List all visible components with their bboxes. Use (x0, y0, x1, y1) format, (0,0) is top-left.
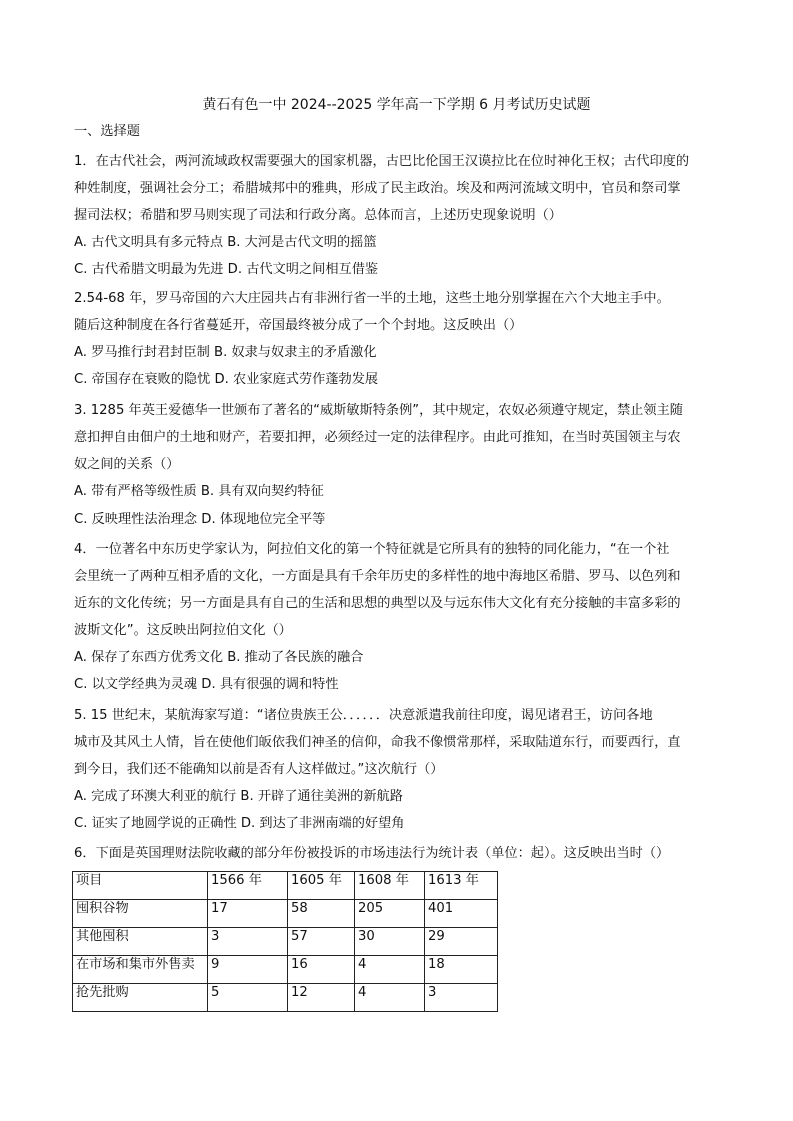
table-row (73, 900, 498, 928)
table-header-row (73, 872, 498, 900)
table-header-cell: 1608 年 (355, 872, 425, 900)
q1-options-cd: C. 古代希腊文明最为先进 D. 古代文明之间相互借鉴 (74, 262, 379, 277)
q6-line-1: 6．下面是英国理财法院收藏的部分年份被投诉的市场违法行为统计表（单位：起）。这反映出当时（） (74, 846, 670, 861)
table-cell: 57 (288, 928, 355, 956)
q5-line-2: 城市及其风土人情，旨在使他们皈依我们神圣的信仰，命我不像惯常那样，采取陆道东行，而要西行，直 (74, 735, 681, 750)
table-cell: 9 (208, 956, 288, 984)
q4-line-3: 近东的文化传统；另一方面是具有自己的生活和思想的典型以及与远东伟大文化有充分接触的丰富多彩的 (74, 596, 681, 611)
table-cell: 30 (355, 928, 425, 956)
table-cell: 16 (288, 956, 355, 984)
table-cell: 29 (425, 928, 498, 956)
table-cell: 401 (425, 900, 498, 928)
table-cell: 在市场和集市外售卖 (73, 956, 208, 984)
q2-options-ab: A. 罗马推行封君封臣制 B. 奴隶与奴隶主的矛盾激化 (74, 345, 377, 360)
table-row (73, 928, 498, 956)
q1-line-1: 1．在古代社会，两河流域政权需要强大的国家机器，古巴比伦国王汉谟拉比在位时神化王权；古代印度的 (74, 154, 690, 169)
table-cell: 58 (288, 900, 355, 928)
table-cell: 3 (208, 928, 288, 956)
table-cell: 4 (355, 956, 425, 984)
table-header-cell: 项目 (73, 872, 208, 900)
q2-line-2: 随后这种制度在各行省蔓延开，帝国最终被分成了一个个封地。这反映出（） (74, 318, 523, 333)
table-header-cell: 1613 年 (425, 872, 498, 900)
table-header-cell: 1566 年 (208, 872, 288, 900)
market-violation-table (72, 871, 498, 1012)
q3-line-1: 3. 1285 年英王爱德华一世颁布了著名的“威斯敏斯特条例”，其中规定，农奴必须遵守规定，禁止领主随 (74, 403, 683, 418)
exam-title: 黄石有色一中 2024--2025 学年高一下学期 6 月考试历史试题 (202, 97, 591, 113)
q3-line-2: 意扣押自由佃户的土地和财产，若要扣押，必须经过一定的法律程序。由此可推知，在当时英国领主与农 (74, 430, 681, 445)
q3-options-cd: C. 反映理性法治理念 D. 体现地位完全平等 (74, 512, 326, 527)
q4-line-2: 会里统一了两种互相矛盾的文化，一方面是具有千余年历史的多样性的地中海地区希腊、罗马、以色列和 (74, 569, 681, 584)
table-row (73, 956, 498, 984)
table-cell: 5 (208, 984, 288, 1012)
q4-options-ab: A. 保存了东西方优秀文化 B. 推动了各民族的融合 (74, 650, 364, 665)
table-cell: 18 (425, 956, 498, 984)
table-cell: 4 (355, 984, 425, 1012)
section-heading: 一、选择题 (74, 124, 140, 139)
table-cell: 抢先批购 (73, 984, 208, 1012)
q3-line-3: 奴之间的关系（） (74, 457, 180, 472)
q3-options-ab: A. 带有严格等级性质 B. 具有双向契约特征 (74, 484, 324, 499)
q4-options-cd: C. 以文学经典为灵魂 D. 具有很强的调和特性 (74, 677, 339, 692)
q4-line-1: 4．一位著名中东历史学家认为，阿拉伯文化的第一个特征就是它所具有的独特的同化能力，“在一个社 (74, 542, 670, 557)
table-cell: 205 (355, 900, 425, 928)
table-cell: 其他囤积 (73, 928, 208, 956)
q2-line-1: 2.54-68 年，罗马帝国的六大庄园共占有非洲行省一半的土地，这些土地分别掌握在六个大地主手中。 (74, 291, 670, 306)
table-cell: 囤积谷物 (73, 900, 208, 928)
q5-line-1: 5. 15 世纪末，某航海家写道：“诸位贵族王公．．．．．．决意派遣我前往印度，谒见诸君王，访问各地 (74, 708, 653, 723)
table-cell: 3 (425, 984, 498, 1012)
table-row (73, 984, 498, 1012)
q5-line-3: 到今日，我们还不能确知以前是否有人这样做过。”这次航行（） (74, 762, 444, 777)
table-cell: 17 (208, 900, 288, 928)
q2-options-cd: C. 帝国存在衰败的隐忧 D. 农业家庭式劳作蓬勃发展 (74, 372, 379, 387)
q5-options-cd: C. 证实了地圆学说的正确性 D. 到达了非洲南端的好望角 (74, 816, 405, 831)
q1-line-2: 种姓制度，强调社会分工；希腊城邦中的雅典，形成了民主政治。埃及和两河流域文明中，官员和祭司掌 (74, 181, 681, 196)
table-header-cell: 1605 年 (288, 872, 355, 900)
q5-options-ab: A. 完成了环澳大利亚的航行 B. 开辟了通往美洲的新航路 (74, 789, 403, 804)
table-cell: 12 (288, 984, 355, 1012)
q4-line-4: 波斯文化”。这反映出阿拉伯文化（） (74, 623, 292, 638)
q1-options-ab: A. 古代文明具有多元特点 B. 大河是古代文明的摇篮 (74, 235, 377, 250)
q1-line-3: 握司法权；希腊和罗马则实现了司法和行政分离。总体而言，上述历史现象说明（） (74, 208, 562, 223)
